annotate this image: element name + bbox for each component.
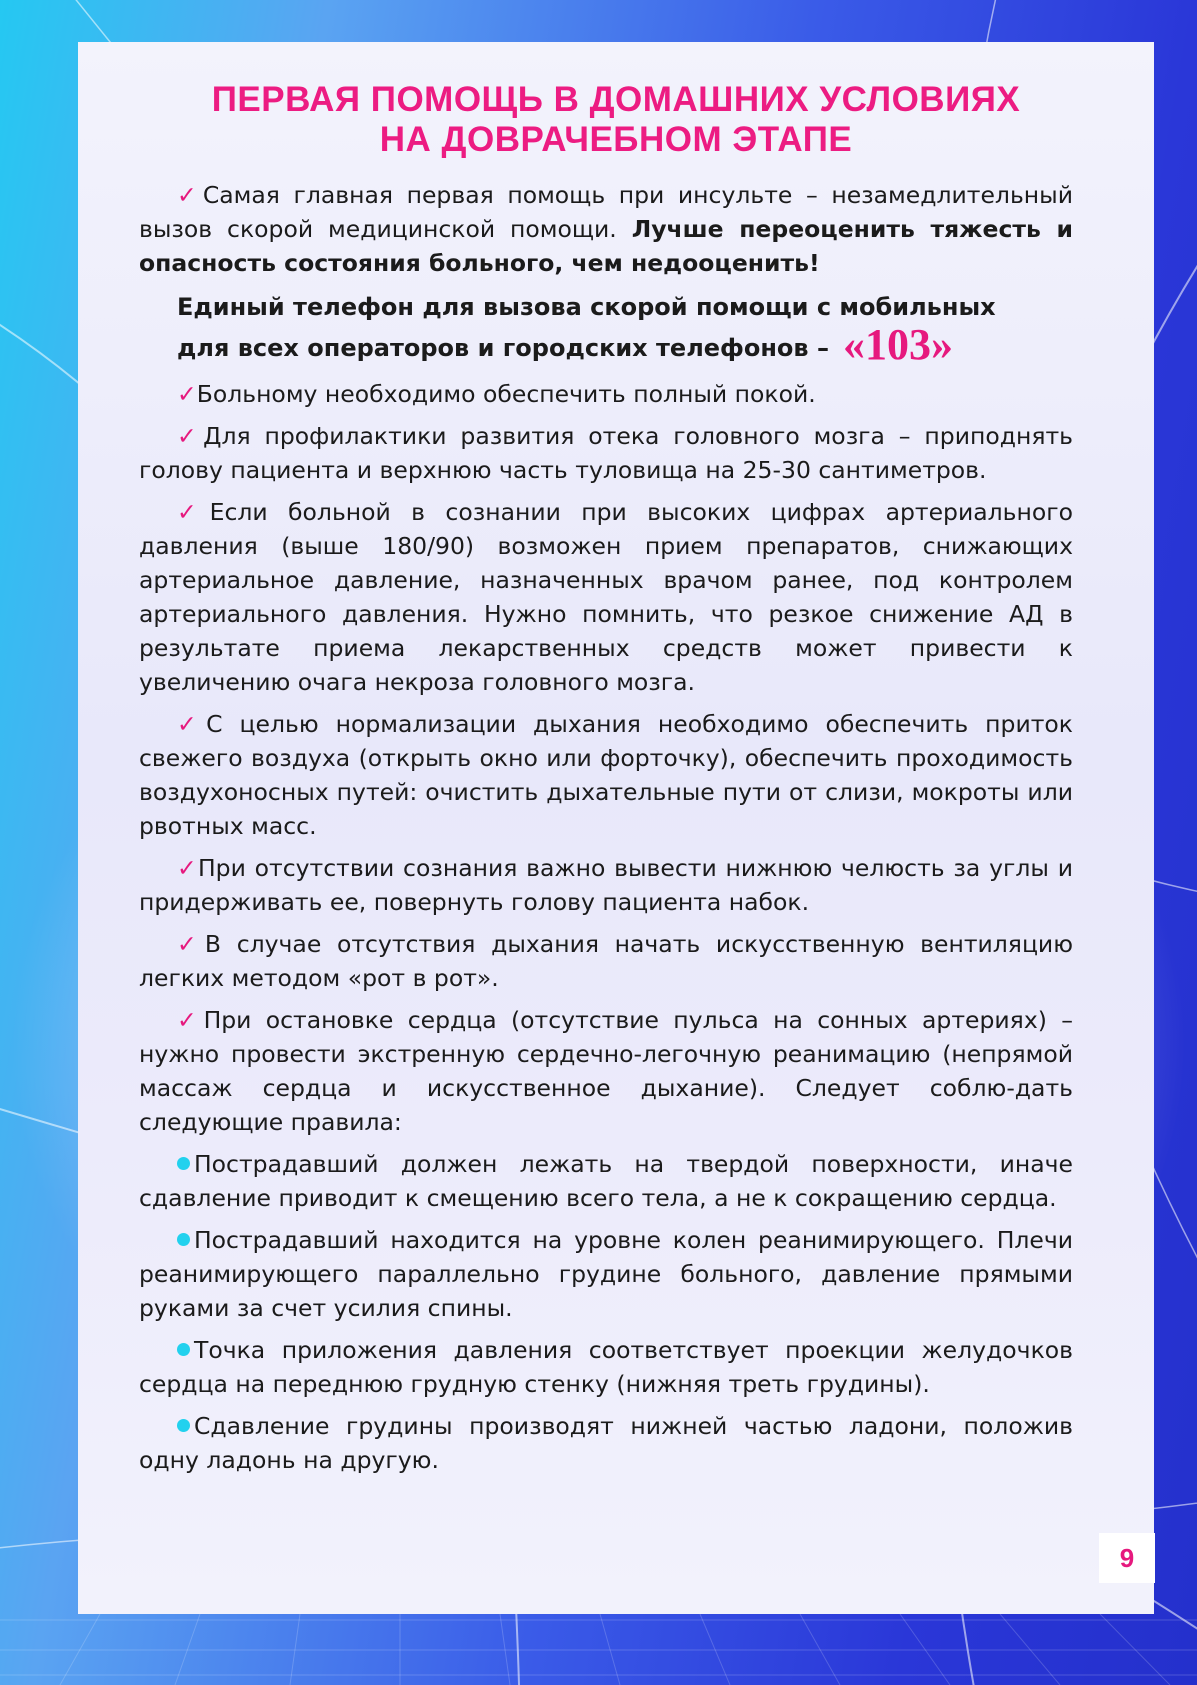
list-item xyxy=(139,851,1073,919)
checkmark-icon: ✓ xyxy=(177,422,204,450)
emergency-phone-block xyxy=(177,288,1073,367)
checkmark-icon: ✓ xyxy=(177,710,207,738)
bullet-dot-icon xyxy=(177,1343,190,1356)
list-item-text: В случае отсутствия дыхания начать искусственную вентиляцию легких методом «рот в рот». xyxy=(139,930,1073,992)
list-item-text: Если больной в сознании при высоких цифрах артериального давления (выше 180/90) возможен прием препаратов, снижающих артериальное давление, назначенных врачом ранее, под контролем артериального давления. Нужно помнить, что резкое снижение АД в результате приема лекарственных средств может привести к увеличению очага некроза головного мозга. xyxy=(139,498,1073,696)
list-item-text: Для профилактики развития отека головного мозга – приподнять голову пациента и верхнюю часть туловища на 25-30 сантиметров. xyxy=(139,422,1073,484)
list-item-text: С целью нормализации дыхания необходимо обеспечить приток свежего воздуха (открыть окно или форточку), обеспечить проходимость воздухоносных путей: очистить дыхательные пути от слизи, мокроты или рвотных масс. xyxy=(139,710,1073,840)
page-title-line-2: НА ДОВРАЧЕБНОМ ЭТАПЕ xyxy=(379,120,853,159)
list-item xyxy=(139,419,1073,487)
rule-item xyxy=(139,1147,1073,1215)
rule-item xyxy=(139,1223,1073,1325)
rule-item xyxy=(139,1409,1073,1477)
list-item-text: Больному необходимо обеспечить полный покой. xyxy=(196,380,816,408)
checkmark-icon: ✓ xyxy=(177,854,199,882)
phone-line-1: Единый телефон для вызова скорой помощи с мобильных xyxy=(177,293,996,321)
rule-item-text: Сдавление грудины производят нижней частью ладони, положив одну ладонь на другую. xyxy=(139,1412,1073,1474)
list-item-text: При отсутствии сознания важно вывести нижнюю челюсть за углы и придерживать ее, повернуть голову пациента набок. xyxy=(139,854,1073,916)
bullet-dot-icon xyxy=(177,1419,190,1432)
list-item xyxy=(139,927,1073,995)
document-body xyxy=(139,178,1073,1485)
checkmark-icon: ✓ xyxy=(177,380,197,408)
checkmark-icon: ✓ xyxy=(177,1006,204,1034)
intro-text: Самая главная первая помощь при инсульте – незамедлительный вызов скорой медицинской помощи. xyxy=(139,181,1073,243)
list-item xyxy=(139,707,1073,843)
bullet-dot-icon xyxy=(177,1233,190,1246)
phone-line-2: для всех операторов и городских телефонов – xyxy=(177,334,829,362)
emergency-phone-number: «103» xyxy=(842,320,953,369)
list-item xyxy=(139,377,1073,411)
intro-paragraph xyxy=(139,178,1073,280)
page-title-line-1: ПЕРВАЯ ПОМОЩЬ В ДОМАШНИХ УСЛОВИЯХ xyxy=(211,80,1021,119)
intro-emphasis: Лучше переоценить тяжесть и опасность состояния больного, чем недооценить! xyxy=(139,215,1073,277)
rule-item-text: Точка приложения давления соответствует проекции желудочков сердца на переднюю грудную стенку (нижняя треть грудины). xyxy=(139,1336,1073,1398)
rule-item-text: Пострадавший должен лежать на твердой поверхности, иначе сдавление приводит к смещению всего тела, а не к сокращению сердца. xyxy=(139,1150,1073,1212)
checkmark-icon: ✓ xyxy=(177,930,205,958)
bullet-dot-icon xyxy=(177,1157,190,1170)
rule-item xyxy=(139,1333,1073,1401)
page-title xyxy=(78,80,1154,160)
rule-item-text: Пострадавший находится на уровне колен реанимирующего. Плечи реанимирующего параллельно грудине больного, давление прямыми руками за счет усилия спины. xyxy=(139,1226,1073,1322)
checkmark-icon: ✓ xyxy=(177,181,203,209)
checkmark-icon: ✓ xyxy=(177,498,210,526)
page-number: 9 xyxy=(1099,1533,1155,1583)
list-item xyxy=(139,495,1073,699)
list-item xyxy=(139,1003,1073,1139)
content-panel xyxy=(78,42,1154,1614)
list-item-text: При остановке сердца (отсутствие пульса на сонных артериях) – нужно провести экстренную сердечно-легочную реанимацию (непрямой массаж сердца и искусственное дыхание). Следует соблю-дать следующие правила: xyxy=(139,1006,1073,1136)
